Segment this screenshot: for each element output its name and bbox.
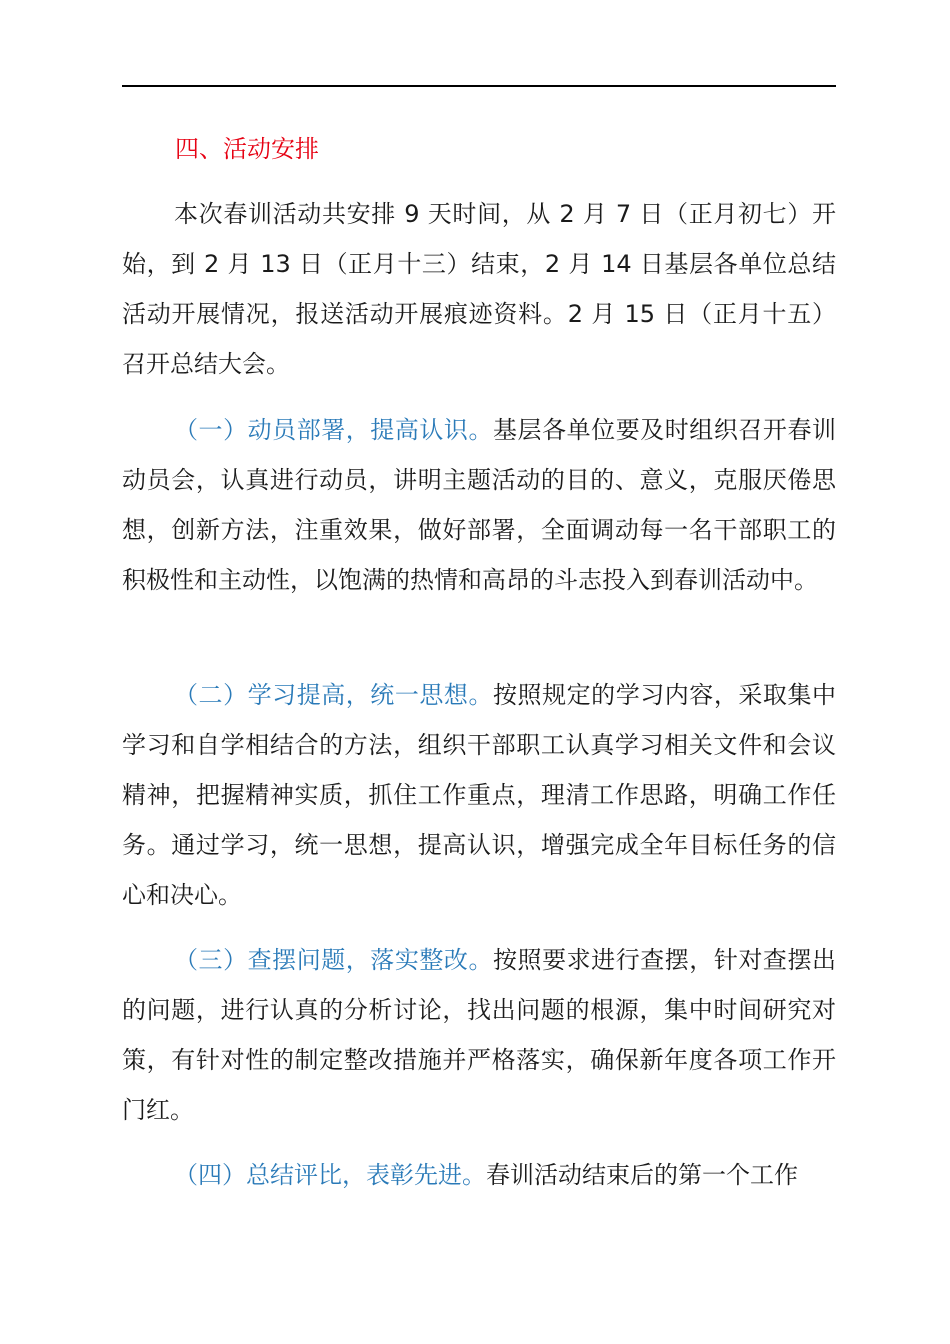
item-lead-3: （三）查摆问题，落实整改。 [174,946,493,974]
item-paragraph-4 [122,1150,836,1200]
item-lead-1: （一）动员部署，提高认识。 [174,416,493,444]
intro-paragraph: 本次春训活动共安排 9 天时间，从 2 月 7 日（正月初七）开始，到 2 月 13 日（正月十三）结束，2 月 14 日基层各单位总结活动开展情况，报送活动开展痕迹资料。2 月 15 日（正月十五）召开总结大会。 [122,200,836,378]
item-body-1: 基层各单位要及时组织召开春训动员会，认真进行动员，讲明主题活动的目的、意义，克服厌倦思想，创新方法，注重效果，做好部署，全面调动每一名干部职工的积极性和主动性，以饱满的热情和高昂的斗志投入到春训活动中。 [122,416,836,594]
item-paragraph-2 [122,670,836,920]
item-paragraph-1 [122,405,836,605]
item-lead-4: （四）总结评比，表彰先进。 [174,1161,486,1189]
item-body-3: 按照要求进行查摆，针对查摆出的问题，进行认真的分析讨论，找出问题的根源，集中时间研究对策，有针对性的制定整改措施并严格落实，确保新年度各项工作开门红。 [122,946,836,1124]
header-rule [122,85,836,87]
item-lead-2: （二）学习提高，统一思想。 [174,681,493,709]
item-body-2: 按照规定的学习内容，采取集中学习和自学相结合的方法，组织干部职工认真学习相关文件和会议精神，把握精神实质，抓住工作重点，理清工作思路，明确工作任务。通过学习，统一思想，提高认识，增强完成全年目标任务的信心和决心。 [122,681,836,909]
item-body-4: 春训活动结束后的第一个工作 [486,1161,798,1189]
section-heading: 四、活动安排 [175,135,319,163]
item-paragraph-3 [122,935,836,1135]
